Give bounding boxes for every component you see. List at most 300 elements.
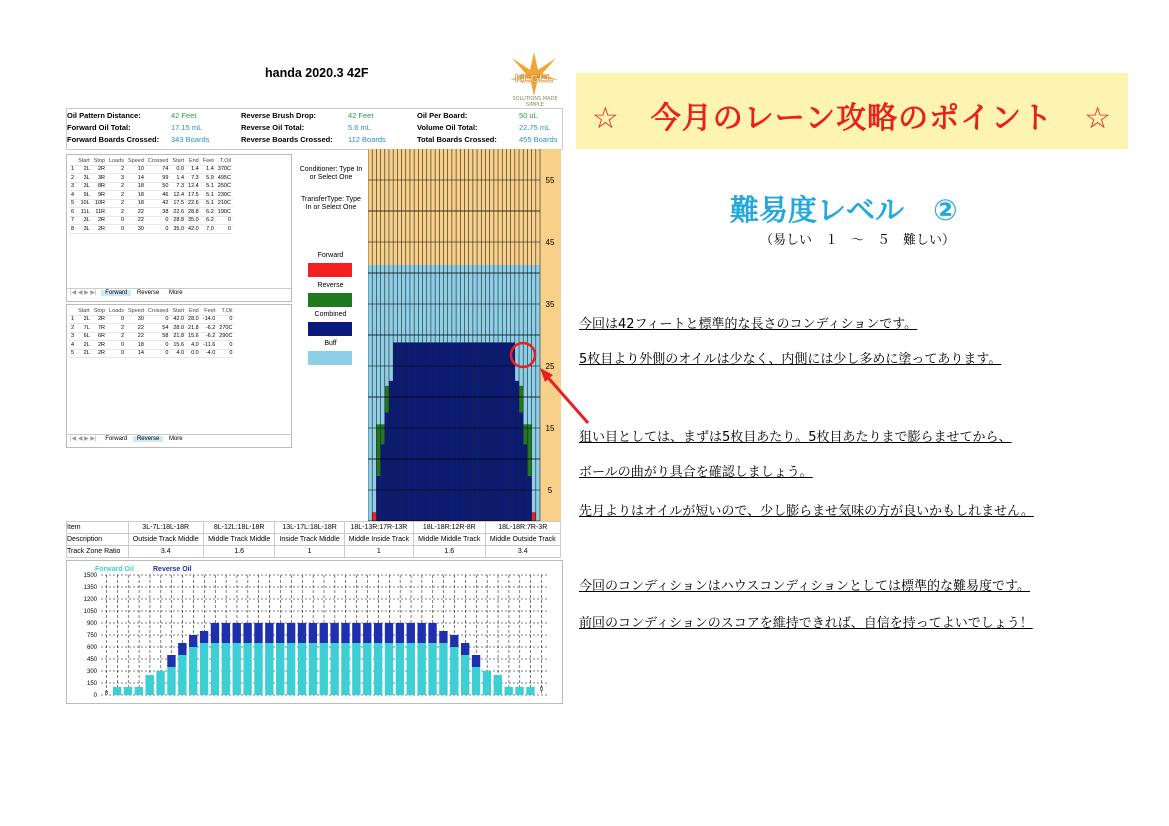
table-cell[interactable]: 15.6	[188, 333, 199, 340]
kegel-logo	[508, 50, 560, 100]
combined-oil	[494, 342, 498, 521]
lane-foot-label: 35	[545, 300, 555, 309]
column-header: Start	[78, 307, 90, 314]
reverse-oil-bar	[189, 635, 197, 647]
forward-oil-bar	[211, 643, 219, 695]
table-cell[interactable]: 2	[107, 165, 126, 174]
legend-reverse-swatch	[308, 293, 352, 307]
table-cell[interactable]: 28.8	[188, 208, 199, 215]
forward-oil-bar	[374, 643, 382, 695]
zone-cell: 3.4	[485, 546, 560, 558]
tab-forward[interactable]: Forward	[101, 290, 131, 296]
table-cell[interactable]: 370C	[217, 166, 231, 173]
table-cell[interactable]: 9R	[92, 191, 107, 200]
stat-label: Total Boards Crossed:	[417, 135, 497, 144]
combined-oil	[376, 476, 380, 521]
table-cell[interactable]: -4.0	[201, 349, 218, 358]
header-banner	[576, 73, 1128, 149]
forward-oil-bar	[407, 643, 415, 695]
reverse-oil	[381, 424, 385, 444]
table-cell[interactable]: 2	[107, 182, 126, 191]
zone-row	[67, 522, 561, 534]
table-cell[interactable]: 0	[146, 349, 170, 358]
combined-oil	[490, 342, 494, 521]
table-cell[interactable]: 3L	[76, 216, 92, 225]
table-cell[interactable]: -11.6	[201, 341, 218, 350]
stat-label: Reverse Oil Total:	[241, 123, 305, 132]
table-cell[interactable]: 3	[71, 333, 75, 340]
table-cell[interactable]: 5.1	[201, 199, 216, 208]
table-cell[interactable]: 8	[71, 225, 75, 232]
end-label: 0	[539, 687, 544, 693]
zone-cell: 1	[275, 546, 344, 558]
combined-oil	[527, 476, 531, 521]
tab-reverse[interactable]: Reverse	[136, 290, 160, 296]
table-cell[interactable]: 2	[107, 199, 126, 208]
track-zone-table	[66, 521, 561, 558]
forward-oil-bar	[515, 687, 523, 695]
combined-oil	[423, 342, 427, 521]
table-cell[interactable]: 4.0	[170, 349, 186, 358]
table-cell[interactable]: 2R	[92, 315, 107, 324]
forward-panel-tabs: |◀ ◀ ▶ ▶| Forward Reverse More	[67, 288, 291, 299]
tab-reverse[interactable]: Reverse	[133, 436, 163, 442]
table-cell[interactable]: 2	[71, 174, 75, 181]
note-line-7: 前回のコンディションのスコアを維持できれば、自信を持ってよいでしょう！	[579, 616, 1033, 631]
table-cell[interactable]: 2L	[76, 315, 92, 324]
table-cell[interactable]: 7.3	[186, 174, 201, 183]
table-cell[interactable]: 270C	[219, 324, 233, 331]
table-row	[69, 174, 233, 183]
reverse-oil-bar	[298, 623, 306, 643]
combined-oil	[402, 342, 406, 521]
table-cell[interactable]: 30	[126, 315, 146, 324]
table-cell[interactable]: 99	[146, 174, 170, 183]
y-tick-label: 1350	[83, 585, 97, 591]
table-cell[interactable]: 0	[217, 349, 234, 358]
conditioner-label: Conditioner: Type In or Select One	[299, 166, 363, 181]
zone-cell: 13L-17L:18L-18R	[275, 522, 344, 534]
table-cell[interactable]: 30	[126, 225, 146, 234]
stats-row	[67, 123, 562, 133]
note-line-3: 狙い目としては、まずは5枚目あたり。5枚目あたりまで膨らませてから、	[579, 430, 1012, 445]
combined-oil	[406, 342, 410, 521]
y-tick-label: 1500	[83, 573, 97, 579]
table-cell[interactable]: 17.5	[188, 191, 199, 198]
tab-forward[interactable]: Forward	[105, 436, 128, 442]
table-cell[interactable]: 0	[146, 341, 170, 350]
table-cell[interactable]: 0	[216, 216, 233, 225]
difficulty-level: 難易度レベル ②	[730, 193, 958, 227]
column-header: Feet	[202, 157, 214, 164]
table-cell[interactable]: 14	[126, 174, 146, 183]
table-cell[interactable]: 3L	[76, 225, 92, 234]
forward-oil-bar	[417, 643, 425, 695]
table-cell[interactable]: 22	[126, 324, 146, 333]
table-cell[interactable]: 7.3	[170, 182, 186, 191]
forward-oil-bar	[287, 643, 295, 695]
column-header: Stop	[93, 307, 106, 314]
table-cell[interactable]: 8R	[92, 182, 107, 191]
table-cell[interactable]: -14.0	[202, 316, 216, 323]
table-cell[interactable]: 1	[71, 316, 75, 323]
table-cell[interactable]: 21.8	[170, 332, 186, 341]
table-row	[69, 199, 233, 208]
combined-oil	[477, 342, 481, 521]
lane-foot-label: 55	[545, 176, 555, 185]
table-cell[interactable]: 12.4	[188, 183, 199, 190]
reverse-oil-bar	[243, 623, 251, 643]
table-cell[interactable]: 35.0	[170, 225, 186, 234]
stat-label: Forward Oil Total:	[67, 123, 131, 132]
table-cell[interactable]: 3L	[76, 182, 92, 191]
legend-buff-swatch	[308, 351, 352, 365]
table-cell[interactable]: 2	[107, 324, 126, 333]
zone-cell: 18L-18R:12R-8R	[414, 522, 485, 534]
forward-oil-bar	[167, 667, 175, 695]
stat-value: 42 Feet	[171, 111, 197, 120]
column-header: Crossed	[147, 307, 169, 314]
table-row	[69, 332, 234, 341]
tab-more[interactable]: More	[168, 290, 183, 296]
table-row	[69, 165, 233, 174]
table-cell[interactable]: 5	[71, 200, 75, 207]
forward-oil-bar	[200, 643, 208, 695]
table-cell[interactable]: 6	[71, 208, 75, 215]
table-cell[interactable]: 46	[146, 191, 170, 200]
stat-value: 42 Feet	[348, 111, 374, 120]
forward-table	[69, 157, 233, 234]
reverse-oil	[385, 386, 389, 413]
reverse-table-panel	[66, 304, 292, 448]
table-cell[interactable]: 0	[107, 341, 126, 350]
table-cell[interactable]: 18	[126, 199, 146, 208]
reverse-oil-bar	[167, 655, 175, 667]
table-cell[interactable]: 42.0	[170, 315, 186, 324]
table-cell[interactable]: 5	[71, 350, 75, 357]
table-cell[interactable]: 0.0	[186, 349, 201, 358]
reverse-oil-bar	[461, 643, 469, 655]
table-cell[interactable]: 15.6	[170, 341, 186, 350]
table-cell[interactable]: 190C	[217, 208, 231, 215]
stat-value: 5.6 mL	[348, 123, 371, 132]
combined-oil	[431, 342, 435, 521]
column-header: T.Oil	[217, 307, 234, 315]
table-cell[interactable]: 0	[107, 315, 126, 324]
stat-label: Forward Boards Crossed:	[67, 135, 160, 144]
table-cell[interactable]: 2R	[92, 341, 107, 350]
reverse-oil-bar	[222, 623, 230, 643]
table-cell[interactable]: 42	[146, 199, 170, 208]
table-cell[interactable]: 250C	[217, 183, 231, 190]
combined-oil	[381, 444, 385, 521]
zone-cell: Middle Middle Track	[414, 534, 485, 546]
table-cell[interactable]: 2R	[92, 349, 107, 358]
table-cell[interactable]: 2	[107, 191, 126, 200]
forward-oil-bar	[461, 655, 469, 695]
table-row	[69, 191, 233, 200]
forward-table-panel	[66, 154, 292, 302]
table-row	[69, 341, 234, 350]
combined-oil	[456, 342, 460, 521]
table-cell[interactable]: 0	[146, 225, 170, 234]
stat-label: Reverse Brush Drop:	[241, 111, 317, 120]
table-cell[interactable]: 6L	[76, 332, 92, 341]
zone-cell: 3L-7L:18L-18R	[128, 522, 203, 534]
zone-cell: Middle Track Middle	[203, 534, 274, 546]
legend-reverse-oil: Reverse Oil	[153, 566, 192, 573]
difficulty-scale: （易しい １ ～ ５ 難しい）	[760, 233, 956, 248]
table-cell[interactable]: 0	[107, 225, 126, 234]
table-row	[69, 349, 234, 358]
column-header: Loads	[109, 307, 125, 314]
table-cell[interactable]: 2	[107, 332, 126, 341]
banner-title: ☆ 今月のレーン攻略のポイント ☆	[591, 101, 1113, 136]
forward-oil-bar	[439, 643, 447, 695]
table-cell[interactable]: 1.4	[201, 165, 216, 174]
table-cell[interactable]: 290C	[219, 333, 233, 340]
combined-oil	[385, 413, 389, 522]
table-cell[interactable]: 28.8	[170, 216, 186, 225]
table-cell[interactable]: 2R	[92, 165, 107, 174]
column-header: End	[186, 307, 201, 315]
table-cell[interactable]: 2L	[76, 165, 92, 174]
table-cell[interactable]: 4	[71, 341, 75, 348]
forward-oil	[372, 512, 376, 521]
column-header: Start	[172, 307, 185, 314]
table-cell[interactable]: 3	[71, 183, 75, 190]
table-cell[interactable]: 14	[126, 349, 146, 358]
stat-value: 22.75 mL	[519, 123, 551, 132]
reverse-oil-bar	[363, 623, 371, 643]
zone-cell: Outside Track Middle	[128, 534, 203, 546]
stat-value: 343 Boards	[171, 135, 210, 144]
reverse-oil-bar	[309, 623, 317, 643]
reverse-oil-bar	[428, 623, 436, 643]
table-cell[interactable]: 22	[126, 216, 146, 225]
table-cell[interactable]: 2	[71, 324, 75, 331]
zone-cell: 1.6	[203, 546, 274, 558]
table-cell[interactable]: 0	[107, 216, 126, 225]
table-cell[interactable]: 1.4	[170, 174, 186, 183]
combined-oil	[481, 342, 485, 521]
forward-oil-bar	[222, 643, 230, 695]
table-cell[interactable]: 0.0	[170, 165, 186, 174]
note-line-1: 今回は42フィートと標準的な長さのコンディションです。	[579, 317, 918, 332]
y-tick-label: 600	[86, 645, 97, 651]
table-cell[interactable]: 0	[146, 315, 170, 324]
table-cell[interactable]: 0	[216, 225, 233, 234]
table-cell[interactable]: 7	[71, 217, 75, 224]
table-cell[interactable]: 0	[217, 341, 234, 350]
table-cell[interactable]: 11R	[92, 208, 107, 217]
stats-row	[67, 111, 562, 121]
reverse-oil-bar	[417, 623, 425, 643]
table-cell[interactable]: 0	[107, 349, 126, 358]
table-cell[interactable]: 50	[146, 182, 170, 191]
table-cell[interactable]: 3L	[76, 174, 92, 183]
table-cell[interactable]: 18	[126, 182, 146, 191]
y-tick-label: 750	[86, 633, 97, 639]
legend-forward-swatch	[308, 263, 352, 277]
lane-foot-label: 15	[545, 424, 555, 433]
table-cell[interactable]: 11L	[76, 208, 92, 217]
legend-forward-oil: Forward Oil	[95, 566, 134, 573]
table-cell[interactable]: 1.4	[186, 165, 201, 174]
reverse-oil	[376, 424, 380, 475]
zone-cell: Inside Track Middle	[275, 534, 344, 546]
logo-tagline: SOLUTIONS MADE SIMPLE	[512, 96, 558, 108]
forward-oil-bar	[320, 643, 328, 695]
table-cell[interactable]: 0	[146, 216, 170, 225]
table-row	[69, 324, 234, 333]
table-cell[interactable]: 2R	[92, 225, 107, 234]
forward-oil-bar	[243, 643, 251, 695]
forward-oil-bar	[276, 643, 284, 695]
y-tick-label: 0	[93, 693, 97, 699]
forward-oil-bar	[146, 675, 154, 695]
combined-oil	[389, 381, 393, 521]
column-header	[69, 157, 76, 165]
table-cell[interactable]: 2	[107, 208, 126, 217]
stat-label: Oil Pattern Distance:	[67, 111, 141, 120]
table-cell[interactable]: 230C	[217, 191, 231, 198]
table-cell[interactable]: 38	[146, 208, 170, 217]
reverse-oil-bar	[265, 623, 273, 643]
reverse-oil-bar	[233, 623, 241, 643]
table-cell[interactable]: 6.2	[201, 208, 216, 217]
table-cell[interactable]: 58	[146, 332, 170, 341]
zone-cell: 8L-12L:18L-18R	[203, 522, 274, 534]
stat-label: Volume Oil Total:	[417, 123, 478, 132]
table-cell[interactable]: -6.2	[201, 332, 218, 341]
forward-oil-bar	[494, 675, 502, 695]
y-tick-label: 450	[86, 657, 97, 663]
table-cell[interactable]: 18	[126, 191, 146, 200]
table-cell[interactable]: 3R	[92, 174, 107, 183]
reverse-panel-tabs: |◀ ◀ ▶ ▶| Forward Reverse More	[67, 434, 291, 445]
table-cell[interactable]: 7R	[92, 324, 107, 333]
zone-cell: Track Zone Ratio	[67, 546, 129, 558]
forward-oil-bar	[254, 643, 262, 695]
tab-more[interactable]: More	[168, 436, 183, 442]
forward-oil-bar	[396, 643, 404, 695]
zone-cell: 1.6	[414, 546, 485, 558]
legend-buff-label: Buff	[324, 340, 337, 347]
table-cell[interactable]: 6.2	[201, 216, 216, 225]
table-cell[interactable]: 7.0	[201, 225, 216, 234]
combined-oil	[469, 342, 473, 521]
combined-oil	[393, 342, 397, 521]
table-cell[interactable]: 22	[126, 208, 146, 217]
table-row	[69, 216, 233, 225]
combined-oil	[444, 342, 448, 521]
table-cell[interactable]: 495C	[217, 174, 231, 181]
column-header: Start	[78, 157, 90, 164]
table-cell[interactable]: 5.1	[201, 191, 216, 200]
stat-label: Reverse Boards Crossed:	[241, 135, 333, 144]
table-cell[interactable]: 4.0	[186, 341, 201, 350]
table-cell[interactable]: 18	[126, 341, 146, 350]
column-header: Crossed	[147, 157, 169, 164]
note-line-4: ボールの曲がり具合を確認しましょう。	[579, 465, 813, 480]
stats-row	[67, 135, 562, 145]
reverse-oil-bar	[450, 635, 458, 647]
table-cell[interactable]: 2L	[76, 349, 92, 358]
stat-label: Oil Per Board:	[417, 111, 468, 120]
table-cell[interactable]: 0	[217, 315, 234, 324]
table-cell[interactable]: 3	[107, 174, 126, 183]
table-cell[interactable]: 74	[146, 165, 170, 174]
table-cell[interactable]: 10	[126, 165, 146, 174]
lane-foot-label: 25	[545, 362, 555, 371]
reverse-oil-bar	[211, 623, 219, 643]
zone-cell: 18L-13R:17R-13R	[344, 522, 413, 534]
table-cell[interactable]: 6R	[92, 332, 107, 341]
table-cell[interactable]: 28.0	[170, 324, 186, 333]
forward-oil-bar	[309, 643, 317, 695]
lane-foot-label: 5	[547, 486, 553, 495]
forward-oil-bar	[526, 687, 534, 695]
table-cell[interactable]: 10R	[92, 199, 107, 208]
table-cell[interactable]: 17.5	[170, 199, 186, 208]
table-cell[interactable]: 1	[71, 166, 75, 173]
table-cell[interactable]: 210C	[217, 200, 231, 207]
table-cell[interactable]: 5.9	[201, 174, 216, 183]
table-cell[interactable]: 22.6	[188, 200, 199, 207]
zone-row	[67, 534, 561, 546]
legend-forward-label: Forward	[317, 252, 344, 259]
table-cell[interactable]: 42.0	[188, 225, 199, 232]
column-header: End	[186, 157, 201, 165]
pattern-title: handa 2020.3 42F	[265, 66, 369, 80]
table-cell[interactable]: 10L	[76, 199, 92, 208]
table-cell[interactable]: 7L	[76, 324, 92, 333]
table-cell[interactable]: 35.0	[188, 217, 199, 224]
forward-oil-bar	[189, 647, 197, 695]
forward-oil-bar	[472, 667, 480, 695]
table-cell[interactable]: 21.8	[188, 324, 199, 331]
combined-oil	[452, 342, 456, 521]
zone-row	[67, 546, 561, 558]
table-cell[interactable]: 54	[146, 324, 170, 333]
table-cell[interactable]: 5.1	[201, 182, 216, 191]
table-cell[interactable]: 2R	[92, 216, 107, 225]
table-cell[interactable]: 22.6	[170, 208, 186, 217]
forward-oil-bar	[504, 687, 512, 695]
combined-oil	[464, 342, 468, 521]
reverse-oil-bar	[320, 623, 328, 643]
reverse-oil-bar	[287, 623, 295, 643]
table-cell[interactable]: 12.4	[170, 191, 186, 200]
table-cell[interactable]: 22	[126, 332, 146, 341]
reverse-oil-bar	[374, 623, 382, 643]
table-cell[interactable]: 28.0	[188, 316, 199, 323]
reverse-oil-bar	[276, 623, 284, 643]
forward-oil	[532, 512, 536, 521]
table-cell[interactable]: 4	[71, 191, 75, 198]
pattern-stats	[66, 108, 563, 150]
table-cell[interactable]: -6.2	[201, 324, 218, 333]
forward-oil-bar	[352, 643, 360, 695]
zone-cell: Middle Inside Track	[344, 534, 413, 546]
table-cell[interactable]: 2L	[76, 341, 92, 350]
table-cell[interactable]: 9L	[76, 191, 92, 200]
zone-cell: Item	[67, 522, 129, 534]
zone-cell: 1	[344, 546, 413, 558]
column-header: Start	[172, 157, 185, 164]
table-row	[69, 182, 233, 191]
